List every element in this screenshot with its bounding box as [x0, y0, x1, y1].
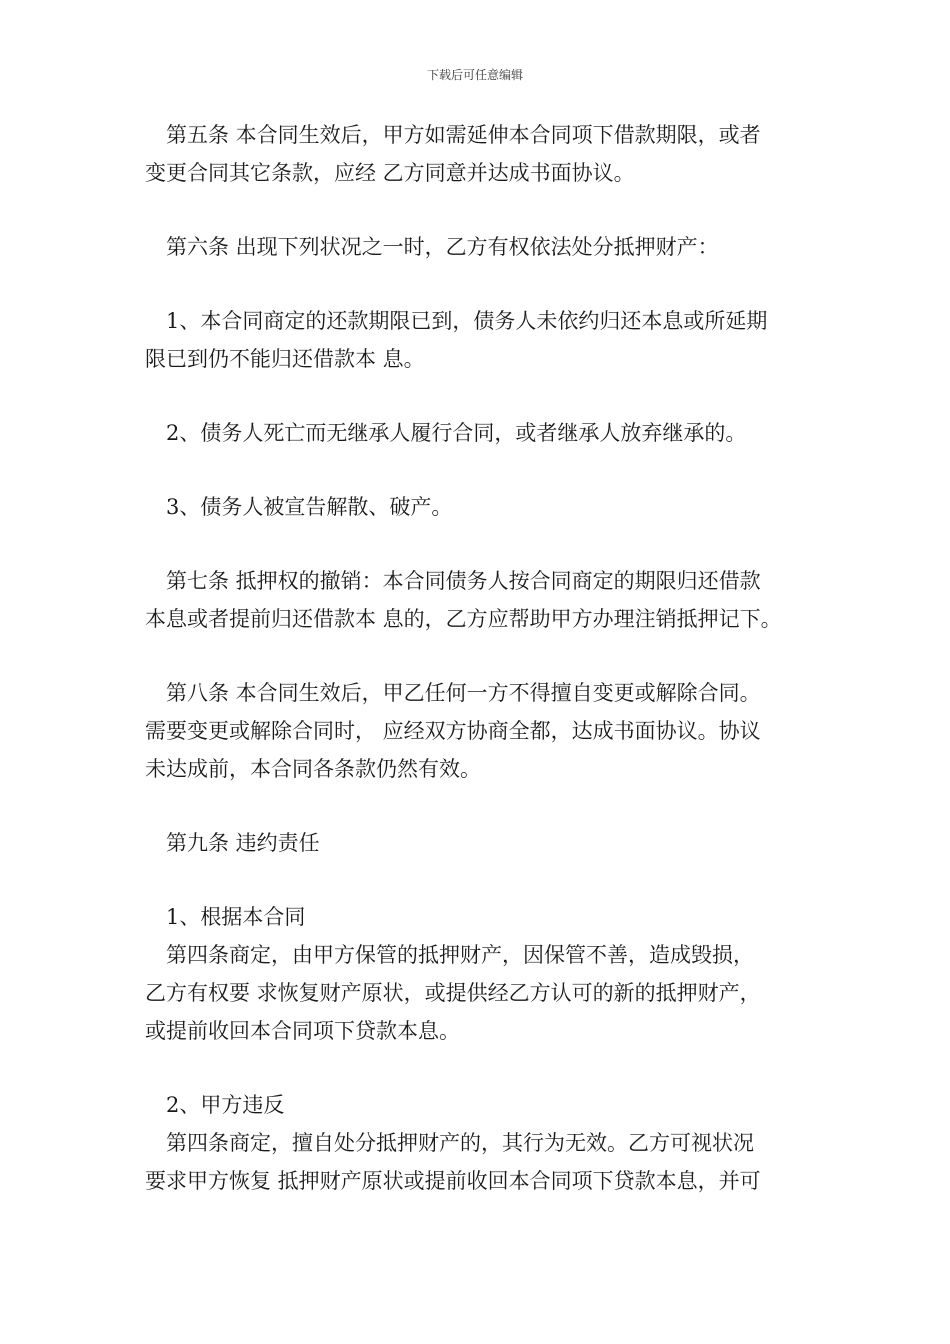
text-line: 第六条 出现下列状况之一时，乙方有权依法处分抵押财产：	[166, 235, 719, 259]
text-line: 要求甲方恢复 抵押财产原状或提前收回本合同项下贷款本息，并可	[145, 1169, 761, 1193]
text-line: 第七条 抵押权的撤销：本合同债务人按合同商定的期限归还借款	[166, 569, 761, 593]
text-line: 乙方有权要 求恢复财产原状，或提供经乙方认可的新的抵押财产，	[145, 981, 761, 1005]
text-line: 第四条商定，由甲方保管的抵押财产，因保管不善，造成毁损，	[166, 943, 754, 967]
text-line: 2、债务人死亡而无继承人履行合同，或者继承人放弃继承的。	[166, 421, 747, 445]
article-5-paragraph	[145, 116, 810, 192]
item-body	[145, 936, 810, 1050]
text-line: 第四条商定，擅自处分抵押财产的，其行为无效。乙方可视状况	[166, 1131, 754, 1155]
article-6-paragraph	[145, 228, 810, 266]
text-line: 限已到仍不能归还借款本 息。	[145, 347, 425, 371]
text-line: 本息或者提前归还借款本 息的，乙方应帮助甲方办理注销抵押记下。	[145, 607, 782, 631]
text-line: 变更合同其它条款，应经 乙方同意并达成书面协议。	[145, 161, 635, 185]
item-heading: 1、根据本合同	[166, 905, 306, 929]
article-9-item-2	[145, 1086, 810, 1200]
text-line: 第八条 本合同生效后，甲乙任何一方不得擅自变更或解除合同。	[166, 681, 761, 705]
article-7-paragraph	[145, 562, 810, 638]
article-9-item-1	[145, 898, 810, 1050]
text-line: 3、债务人被宣告解散、破产。	[166, 495, 453, 519]
text-line: 需要变更或解除合同时， 应经双方协商全都，达成书面协议。协议	[145, 719, 761, 743]
document-body	[145, 116, 810, 1236]
article-6-item-2	[145, 414, 810, 452]
article-8-paragraph	[145, 674, 810, 788]
item-heading: 2、甲方违反	[166, 1093, 285, 1117]
article-6-item-1	[145, 302, 810, 378]
text-line: 或提前收回本合同项下贷款本息。	[145, 1019, 460, 1043]
article-9-heading	[145, 824, 810, 862]
article-6-item-3	[145, 488, 810, 526]
text-line: 第九条 违约责任	[166, 831, 320, 855]
page-header: 下载后可任意编辑	[426, 68, 523, 82]
text-line: 第五条 本合同生效后，甲方如需延伸本合同项下借款期限，或者	[166, 123, 761, 147]
text-line: 1、本合同商定的还款期限已到，债务人未依约归还本息或所延期	[166, 309, 768, 333]
text-line: 未达成前，本合同各条款仍然有效。	[145, 757, 481, 781]
item-body	[145, 1124, 810, 1200]
